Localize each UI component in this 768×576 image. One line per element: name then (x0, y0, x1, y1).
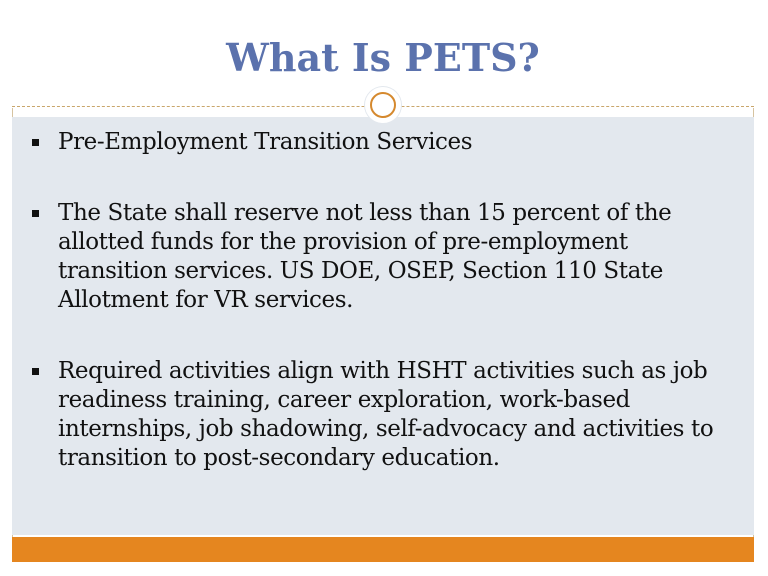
bullet-item (30, 128, 742, 157)
square-bullet-icon (32, 210, 39, 217)
bullet-text: Pre-Employment Transition Services (58, 129, 473, 155)
circle-ornament-inner (370, 92, 396, 118)
accent-bottom-bar (12, 537, 754, 562)
square-bullet-icon (32, 139, 39, 146)
circle-ornament-icon (365, 87, 401, 123)
bullet-item (30, 199, 742, 315)
bullet-item (30, 357, 742, 473)
square-bullet-icon (32, 368, 39, 375)
slide-title: What Is PETS? (226, 35, 540, 80)
bullet-text: The State shall reserve not less than 15 percent of the allotted funds for the provision of pre-employment transition services. US DOE, OSEP, Section 110 State Allotment for VR services. (58, 200, 672, 313)
bullet-list (30, 124, 742, 473)
bullet-text: Required activities align with HSHT activities such as job readiness training, career exploration, work-based internships, job shadowing, self-advocacy and activities to transition to post-secondary education. (58, 358, 714, 471)
